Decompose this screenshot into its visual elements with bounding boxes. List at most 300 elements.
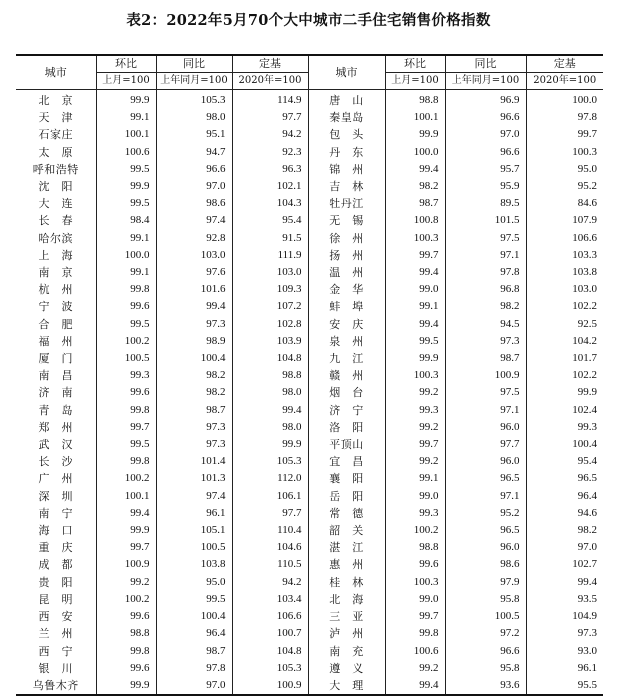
- mom-cell-left: 99.6: [96, 298, 156, 315]
- yoy-cell-left: 105.3: [156, 90, 232, 110]
- fixed-cell-left: 94.2: [232, 574, 308, 591]
- mom-cell-left: 99.7: [96, 419, 156, 436]
- table-row: [16, 281, 603, 298]
- city-cell-left: 贵 阳: [38, 575, 73, 589]
- mom-cell-left: 99.7: [96, 539, 156, 556]
- table-body: [16, 90, 603, 696]
- city-cell-left: 西 安: [38, 610, 73, 624]
- fixed-cell-right: 102.2: [526, 298, 603, 315]
- mom-cell-right: 99.5: [385, 333, 445, 350]
- yoy-cell-left: 97.0: [156, 677, 232, 695]
- city-cell-right: 赣 州: [308, 367, 385, 384]
- mom-cell-right: 99.0: [385, 488, 445, 505]
- mom-cell-right: 99.4: [385, 677, 445, 695]
- fixed-cell-left: 98.0: [232, 384, 308, 401]
- mom-cell-right: 99.3: [385, 505, 445, 522]
- fixed-cell-right: 100.4: [526, 436, 603, 453]
- yoy-cell-left: 98.6: [156, 195, 232, 212]
- city-cell-left: 太 原: [38, 145, 73, 159]
- yoy-cell-right: 96.6: [445, 109, 526, 126]
- mom-cell-right: 99.7: [385, 436, 445, 453]
- yoy-cell-left: 98.7: [156, 643, 232, 660]
- city-cell-right: 无 锡: [308, 212, 385, 229]
- mom-cell-left: 99.9: [96, 90, 156, 110]
- price-index-table: [16, 54, 603, 696]
- mom-cell-right: 100.2: [385, 522, 445, 539]
- city-cell-left: 武 汉: [38, 438, 73, 452]
- fixed-cell-right: 97.3: [526, 625, 603, 642]
- fixed-cell-left: 104.6: [232, 539, 308, 556]
- fixed-cell-left: 102.8: [232, 316, 308, 333]
- mom-cell-left: 99.2: [96, 574, 156, 591]
- table-row: [16, 195, 603, 212]
- fixed-cell-right: 97.8: [526, 109, 603, 126]
- yoy-cell-left: 105.1: [156, 522, 232, 539]
- fixed-cell-left: 94.2: [232, 126, 308, 143]
- city-cell-left: 郑 州: [38, 420, 73, 434]
- table-row: [16, 591, 603, 608]
- city-cell-left: 青 岛: [38, 403, 73, 417]
- yoy-cell-right: 96.5: [445, 522, 526, 539]
- yoy-cell-left: 97.4: [156, 212, 232, 229]
- fixed-cell-left: 104.8: [232, 643, 308, 660]
- yoy-cell-right: 97.1: [445, 247, 526, 264]
- yoy-cell-left: 97.3: [156, 419, 232, 436]
- table-row: [16, 212, 603, 229]
- yoy-cell-right: 94.5: [445, 316, 526, 333]
- yoy-cell-right: 96.0: [445, 453, 526, 470]
- table-row: [16, 539, 603, 556]
- yoy-cell-left: 98.2: [156, 367, 232, 384]
- table-row: [16, 556, 603, 573]
- city-cell-left: 合 肥: [38, 317, 73, 331]
- fixed-cell-right: 107.9: [526, 212, 603, 229]
- yoy-cell-left: 97.3: [156, 436, 232, 453]
- fixed-cell-left: 105.3: [232, 660, 308, 677]
- city-cell-left: 天 津: [38, 111, 73, 125]
- yoy-cell-left: 96.4: [156, 625, 232, 642]
- fixed-cell-left: 111.9: [232, 247, 308, 264]
- yoy-cell-left: 100.4: [156, 608, 232, 625]
- yoy-cell-right: 100.9: [445, 367, 526, 384]
- city-cell-left: 北 京: [38, 94, 73, 107]
- table-row: [16, 316, 603, 333]
- yoy-cell-left: 101.6: [156, 281, 232, 298]
- mom-cell-left: 100.1: [96, 126, 156, 143]
- fixed-cell-right: 100.3: [526, 144, 603, 161]
- table-row: [16, 660, 603, 677]
- col-base-yoy-right: 上年同月=100: [445, 73, 526, 90]
- fixed-cell-right: 102.2: [526, 367, 603, 384]
- table-row: [16, 677, 603, 695]
- yoy-cell-right: 95.2: [445, 505, 526, 522]
- fixed-cell-right: 99.7: [526, 126, 603, 143]
- table-row: [16, 109, 603, 126]
- city-cell-right: 大 理: [308, 677, 385, 695]
- mom-cell-left: 99.5: [96, 195, 156, 212]
- yoy-cell-right: 95.7: [445, 161, 526, 178]
- fixed-cell-right: 95.4: [526, 453, 603, 470]
- mom-cell-left: 99.4: [96, 505, 156, 522]
- col-base-mom-left: 上月=100: [96, 73, 156, 90]
- mom-cell-left: 99.5: [96, 316, 156, 333]
- fixed-cell-left: 110.5: [232, 556, 308, 573]
- mom-cell-left: 99.8: [96, 402, 156, 419]
- city-cell-right: 吉 林: [308, 178, 385, 195]
- city-cell-left: 深 圳: [38, 489, 73, 503]
- fixed-cell-right: 100.0: [526, 90, 603, 110]
- fixed-cell-left: 103.0: [232, 264, 308, 281]
- mom-cell-right: 99.7: [385, 608, 445, 625]
- mom-cell-right: 99.2: [385, 453, 445, 470]
- mom-cell-right: 99.9: [385, 350, 445, 367]
- mom-cell-left: 98.8: [96, 625, 156, 642]
- fixed-cell-left: 110.4: [232, 522, 308, 539]
- fixed-cell-right: 103.8: [526, 264, 603, 281]
- city-cell-right: 金 华: [308, 281, 385, 298]
- mom-cell-left: 100.2: [96, 470, 156, 487]
- yoy-cell-right: 97.8: [445, 264, 526, 281]
- yoy-cell-right: 96.9: [445, 90, 526, 110]
- yoy-cell-right: 101.5: [445, 212, 526, 229]
- mom-cell-left: 100.5: [96, 350, 156, 367]
- col-base-mom-right: 上月=100: [385, 73, 445, 90]
- fixed-cell-right: 102.7: [526, 556, 603, 573]
- city-cell-left: 广 州: [38, 472, 73, 486]
- city-cell-left: 海 口: [38, 524, 73, 538]
- yoy-cell-left: 97.0: [156, 178, 232, 195]
- yoy-cell-left: 103.8: [156, 556, 232, 573]
- col-header-yoy-left: 同比: [156, 55, 232, 73]
- yoy-cell-right: 97.0: [445, 126, 526, 143]
- yoy-cell-right: 97.5: [445, 384, 526, 401]
- yoy-cell-left: 92.8: [156, 230, 232, 247]
- yoy-cell-left: 101.4: [156, 453, 232, 470]
- mom-cell-left: 99.8: [96, 453, 156, 470]
- fixed-cell-right: 99.3: [526, 419, 603, 436]
- city-cell-right: 韶 关: [308, 522, 385, 539]
- yoy-cell-right: 95.8: [445, 591, 526, 608]
- mom-cell-right: 100.3: [385, 574, 445, 591]
- table-row: [16, 144, 603, 161]
- city-cell-right: 宜 昌: [308, 453, 385, 470]
- fixed-cell-left: 100.9: [232, 677, 308, 695]
- city-cell-right: 包 头: [308, 126, 385, 143]
- table-row: [16, 419, 603, 436]
- city-cell-left: 长 春: [38, 214, 73, 228]
- fixed-cell-left: 103.9: [232, 333, 308, 350]
- city-cell-left: 哈尔滨: [38, 231, 73, 245]
- mom-cell-right: 99.0: [385, 281, 445, 298]
- fixed-cell-right: 98.2: [526, 522, 603, 539]
- city-cell-right: 九 江: [308, 350, 385, 367]
- mom-cell-left: 100.0: [96, 247, 156, 264]
- fixed-cell-left: 114.9: [232, 90, 308, 110]
- mom-cell-right: 99.2: [385, 384, 445, 401]
- city-cell-left: 呼和浩特: [32, 162, 79, 176]
- yoy-cell-left: 96.6: [156, 161, 232, 178]
- mom-cell-left: 99.9: [96, 677, 156, 695]
- mom-cell-left: 100.2: [96, 333, 156, 350]
- yoy-cell-right: 97.5: [445, 230, 526, 247]
- city-cell-left: 厦 门: [38, 352, 73, 366]
- fixed-cell-right: 106.6: [526, 230, 603, 247]
- city-cell-left: 大 连: [38, 197, 73, 211]
- mom-cell-right: 98.8: [385, 539, 445, 556]
- col-base-fixed-right: 2020年=100: [526, 73, 603, 90]
- yoy-cell-left: 98.7: [156, 402, 232, 419]
- yoy-cell-right: 97.9: [445, 574, 526, 591]
- table-row: [16, 161, 603, 178]
- mom-cell-right: 99.3: [385, 402, 445, 419]
- fixed-cell-right: 94.6: [526, 505, 603, 522]
- mom-cell-right: 99.4: [385, 316, 445, 333]
- mom-cell-left: 99.3: [96, 367, 156, 384]
- fixed-cell-left: 97.7: [232, 505, 308, 522]
- fixed-cell-left: 106.1: [232, 488, 308, 505]
- table-row: [16, 230, 603, 247]
- col-header-fixed-left: 定基: [232, 55, 308, 73]
- table-row: [16, 367, 603, 384]
- fixed-cell-left: 100.7: [232, 625, 308, 642]
- table-row: [16, 522, 603, 539]
- mom-cell-left: 99.6: [96, 608, 156, 625]
- mom-cell-right: 100.6: [385, 643, 445, 660]
- fixed-cell-left: 106.6: [232, 608, 308, 625]
- table-row: [16, 90, 603, 110]
- mom-cell-right: 99.4: [385, 264, 445, 281]
- yoy-cell-right: 97.1: [445, 402, 526, 419]
- yoy-cell-left: 99.4: [156, 298, 232, 315]
- col-base-fixed-left: 2020年=100: [232, 73, 308, 90]
- city-cell-right: 惠 州: [308, 556, 385, 573]
- mom-cell-left: 99.8: [96, 281, 156, 298]
- col-header-yoy-right: 同比: [445, 55, 526, 73]
- yoy-cell-right: 98.2: [445, 298, 526, 315]
- fixed-cell-right: 99.4: [526, 574, 603, 591]
- yoy-cell-right: 100.5: [445, 608, 526, 625]
- table-row: [16, 333, 603, 350]
- fixed-cell-left: 98.8: [232, 367, 308, 384]
- mom-cell-right: 99.1: [385, 470, 445, 487]
- mom-cell-left: 100.6: [96, 144, 156, 161]
- city-cell-right: 遵 义: [308, 660, 385, 677]
- mom-cell-left: 100.1: [96, 488, 156, 505]
- table-row: [16, 488, 603, 505]
- yoy-cell-left: 97.3: [156, 316, 232, 333]
- fixed-cell-left: 95.4: [232, 212, 308, 229]
- col-header-mom-left: 环比: [96, 55, 156, 73]
- yoy-cell-right: 96.6: [445, 144, 526, 161]
- yoy-cell-left: 97.8: [156, 660, 232, 677]
- fixed-cell-left: 102.1: [232, 178, 308, 195]
- fixed-cell-left: 104.8: [232, 350, 308, 367]
- yoy-cell-right: 97.2: [445, 625, 526, 642]
- table-row: [16, 470, 603, 487]
- mom-cell-left: 100.2: [96, 591, 156, 608]
- city-cell-right: 洛 阳: [308, 419, 385, 436]
- city-cell-right: 锦 州: [308, 161, 385, 178]
- mom-cell-right: 99.1: [385, 298, 445, 315]
- fixed-cell-right: 95.5: [526, 677, 603, 695]
- fixed-cell-right: 97.0: [526, 539, 603, 556]
- fixed-cell-right: 99.9: [526, 384, 603, 401]
- yoy-cell-left: 97.6: [156, 264, 232, 281]
- yoy-cell-left: 95.0: [156, 574, 232, 591]
- table-row: [16, 247, 603, 264]
- mom-cell-left: 99.6: [96, 660, 156, 677]
- fixed-cell-right: 101.7: [526, 350, 603, 367]
- city-cell-right: 秦皇岛: [308, 109, 385, 126]
- mom-cell-right: 99.0: [385, 591, 445, 608]
- mom-cell-left: 99.6: [96, 384, 156, 401]
- fixed-cell-right: 104.9: [526, 608, 603, 625]
- city-cell-right: 常 德: [308, 505, 385, 522]
- city-cell-right: 湛 江: [308, 539, 385, 556]
- yoy-cell-left: 103.0: [156, 247, 232, 264]
- mom-cell-left: 98.4: [96, 212, 156, 229]
- city-cell-right: 蚌 埠: [308, 298, 385, 315]
- fixed-cell-right: 95.2: [526, 178, 603, 195]
- city-cell-right: 北 海: [308, 591, 385, 608]
- fixed-cell-left: 98.0: [232, 419, 308, 436]
- city-cell-left: 石家庄: [38, 128, 73, 142]
- table-row: [16, 178, 603, 195]
- city-cell-left: 福 州: [38, 334, 73, 348]
- city-cell-left: 上 海: [38, 248, 73, 262]
- mom-cell-left: 99.1: [96, 264, 156, 281]
- mom-cell-right: 100.8: [385, 212, 445, 229]
- fixed-cell-right: 93.5: [526, 591, 603, 608]
- city-cell-right: 唐 山: [308, 90, 385, 110]
- city-cell-right: 丹 东: [308, 144, 385, 161]
- col-header-city-right: 城市: [308, 55, 385, 90]
- mom-cell-right: 99.2: [385, 660, 445, 677]
- fixed-cell-right: 102.4: [526, 402, 603, 419]
- city-cell-right: 徐 州: [308, 230, 385, 247]
- fixed-cell-right: 84.6: [526, 195, 603, 212]
- yoy-cell-left: 94.7: [156, 144, 232, 161]
- table-row: [16, 608, 603, 625]
- table-row: [16, 402, 603, 419]
- yoy-cell-right: 95.9: [445, 178, 526, 195]
- mom-cell-right: 99.2: [385, 419, 445, 436]
- table-row: [16, 453, 603, 470]
- mom-cell-right: 98.8: [385, 90, 445, 110]
- mom-cell-left: 99.9: [96, 178, 156, 195]
- fixed-cell-left: 92.3: [232, 144, 308, 161]
- city-cell-left: 南 京: [38, 266, 73, 280]
- yoy-cell-right: 97.1: [445, 488, 526, 505]
- mom-cell-left: 99.9: [96, 522, 156, 539]
- mom-cell-right: 98.7: [385, 195, 445, 212]
- yoy-cell-right: 96.0: [445, 539, 526, 556]
- yoy-cell-left: 98.2: [156, 384, 232, 401]
- yoy-cell-right: 96.5: [445, 470, 526, 487]
- mom-cell-left: 99.5: [96, 436, 156, 453]
- fixed-cell-right: 96.5: [526, 470, 603, 487]
- city-cell-right: 温 州: [308, 264, 385, 281]
- fixed-cell-left: 109.3: [232, 281, 308, 298]
- yoy-cell-right: 93.6: [445, 677, 526, 695]
- city-cell-left: 沈 阳: [38, 180, 73, 194]
- yoy-cell-left: 95.1: [156, 126, 232, 143]
- fixed-cell-left: 97.7: [232, 109, 308, 126]
- fixed-cell-left: 103.4: [232, 591, 308, 608]
- mom-cell-left: 99.8: [96, 643, 156, 660]
- city-cell-right: 桂 林: [308, 574, 385, 591]
- yoy-cell-left: 96.1: [156, 505, 232, 522]
- city-cell-left: 杭 州: [38, 283, 73, 297]
- yoy-cell-right: 96.6: [445, 643, 526, 660]
- city-cell-right: 安 庆: [308, 316, 385, 333]
- mom-cell-left: 100.9: [96, 556, 156, 573]
- yoy-cell-left: 99.5: [156, 591, 232, 608]
- city-cell-right: 三 亚: [308, 608, 385, 625]
- yoy-cell-left: 98.0: [156, 109, 232, 126]
- yoy-cell-right: 95.8: [445, 660, 526, 677]
- city-cell-left: 乌鲁木齐: [16, 677, 96, 695]
- table-row: [16, 574, 603, 591]
- mom-cell-right: 100.0: [385, 144, 445, 161]
- city-cell-right: 泸 州: [308, 625, 385, 642]
- fixed-cell-left: 105.3: [232, 453, 308, 470]
- yoy-cell-left: 97.4: [156, 488, 232, 505]
- yoy-cell-right: 97.3: [445, 333, 526, 350]
- fixed-cell-left: 99.4: [232, 402, 308, 419]
- col-base-yoy-left: 上年同月=100: [156, 73, 232, 90]
- fixed-cell-left: 99.9: [232, 436, 308, 453]
- table-row: [16, 643, 603, 660]
- mom-cell-right: 99.8: [385, 625, 445, 642]
- table-row: [16, 298, 603, 315]
- mom-cell-right: 99.4: [385, 161, 445, 178]
- city-cell-right: 襄 阳: [308, 470, 385, 487]
- city-cell-right: 平顶山: [308, 436, 385, 453]
- table-row: [16, 436, 603, 453]
- mom-cell-left: 99.1: [96, 109, 156, 126]
- city-cell-left: 南 宁: [38, 506, 73, 520]
- col-header-mom-right: 环比: [385, 55, 445, 73]
- city-cell-left: 兰 州: [38, 627, 73, 641]
- city-cell-right: 烟 台: [308, 384, 385, 401]
- col-header-city-left: 城市: [16, 55, 96, 90]
- header-row-main: [16, 55, 603, 73]
- city-cell-right: 牡丹江: [308, 195, 385, 212]
- city-cell-left: 长 沙: [38, 455, 73, 469]
- yoy-cell-left: 100.4: [156, 350, 232, 367]
- city-cell-left: 银 川: [38, 661, 73, 675]
- mom-cell-left: 99.5: [96, 161, 156, 178]
- yoy-cell-right: 96.0: [445, 419, 526, 436]
- city-cell-left: 成 都: [38, 558, 73, 572]
- mom-cell-right: 99.7: [385, 247, 445, 264]
- fixed-cell-right: 93.0: [526, 643, 603, 660]
- col-header-fixed-right: 定基: [526, 55, 603, 73]
- fixed-cell-right: 92.5: [526, 316, 603, 333]
- table-title: 表2：2022年5月70个大中城市二手住宅销售价格指数: [126, 12, 491, 29]
- mom-cell-right: 100.3: [385, 367, 445, 384]
- table-row: [16, 384, 603, 401]
- mom-cell-right: 99.6: [385, 556, 445, 573]
- fixed-cell-left: 112.0: [232, 470, 308, 487]
- fixed-cell-right: 96.1: [526, 660, 603, 677]
- table-row: [16, 625, 603, 642]
- fixed-cell-right: 95.0: [526, 161, 603, 178]
- fixed-cell-right: 103.3: [526, 247, 603, 264]
- city-cell-left: 南 昌: [38, 369, 73, 383]
- city-cell-left: 重 庆: [38, 541, 73, 555]
